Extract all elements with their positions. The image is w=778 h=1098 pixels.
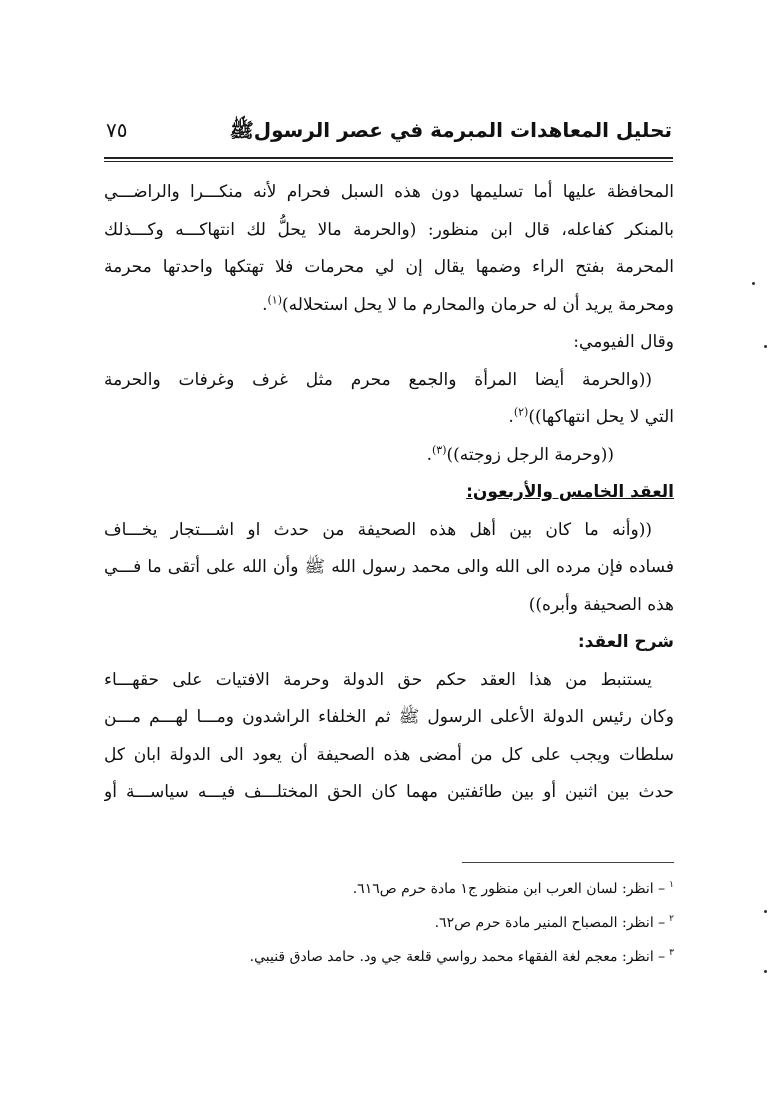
body-line: سلطات ويجب على كل من أمضى هذه الصحيفة أن يعود الى الدولة ابان كل [104,744,674,765]
body-text [104,174,674,812]
body-line: وكان رئيس الدولة الأعلى الرسول ﷺ ثم الخلفاء الراشدون ومـــا لهـــم مـــن [104,707,674,727]
body-line: المحرمة بفتح الراء وضمها يقال إن لي محرمات فلا تهتكها واحدتها محرمة [104,257,674,277]
scan-speck [752,282,755,285]
scan-speck [764,345,767,348]
body-line: حدث بين اثنين أو بين طائفتين مهما كان الحق المختلـــف فيـــه سياســـة أو [104,782,674,802]
footnote: $^١$– انظر: لسان العرب ابن منظور ج١ مادة حرم ص٦١٦. [352,880,674,897]
body-line: ومحرمة يريد أن له حرمان والمحارم ما لا يحل استحلاله)$^{(١)}$. [262,292,674,315]
body-line: هذه الصحيفة وأبره)) [528,594,674,615]
section-heading: شرح العقد: [577,632,674,652]
running-header-title: تحليل المعاهدات المبرمة في عصر الرسولﷺ [229,118,672,142]
section-heading: العقد الخامس والأربعون: [466,482,674,502]
footnote: $^٢$– انظر: المصباح المنير مادة حرم ص٦٢. [434,914,674,931]
footnote-ref: (١) [267,292,283,306]
body-line: التي لا يحل انتهاكها))$^{(٢)}$. [508,405,674,427]
body-line: ((وحرمة الرجل زوجته))$^{(٣)}$. [426,442,614,465]
footnote-ref: (٢) [513,405,529,419]
body-line: ((والحرمة أيضا المرأة والجمع محرم مثل غرف وغرفات والحرمة [104,369,652,390]
scan-speck [764,910,767,913]
footnotes [104,872,674,974]
scan-speck [764,970,767,973]
body-line: وقال الفيومي: [573,332,674,352]
footnote-ref: (٣) [431,442,447,456]
body-line: فساده فإن مرده الى الله والى محمد رسول الله ﷺ وأن الله على أتقى ما فـــي [104,557,674,577]
header-rule [104,157,673,159]
body-line: يستنبط من هذا العقد حكم حق الدولة وحرمة الافتيات على حقهـــاء [104,669,652,690]
body-line: ((وأنه ما كان بين أهل هذه الصحيفة من حدث او اشـــتجار يخـــاف [104,519,652,540]
footnote: $^٣$– انظر: معجم لغة الفقهاء محمد رواسي قلعة جي ود. حامد صادق قنيبي. [249,948,674,965]
header-rule-thin [104,161,673,162]
footnote-separator [462,862,674,863]
body-line: بالمنكر كفاعله، قال ابن منظور: (والحرمة مالا يحلُّ لك انتهاكـــه وكـــذلك [104,219,674,240]
page-number: ٧٥ [106,118,128,142]
body-line: المحافظة عليها أما تسليمها دون هذه السبل فحرام لأنه منكـــرا والراضـــي [104,182,674,202]
